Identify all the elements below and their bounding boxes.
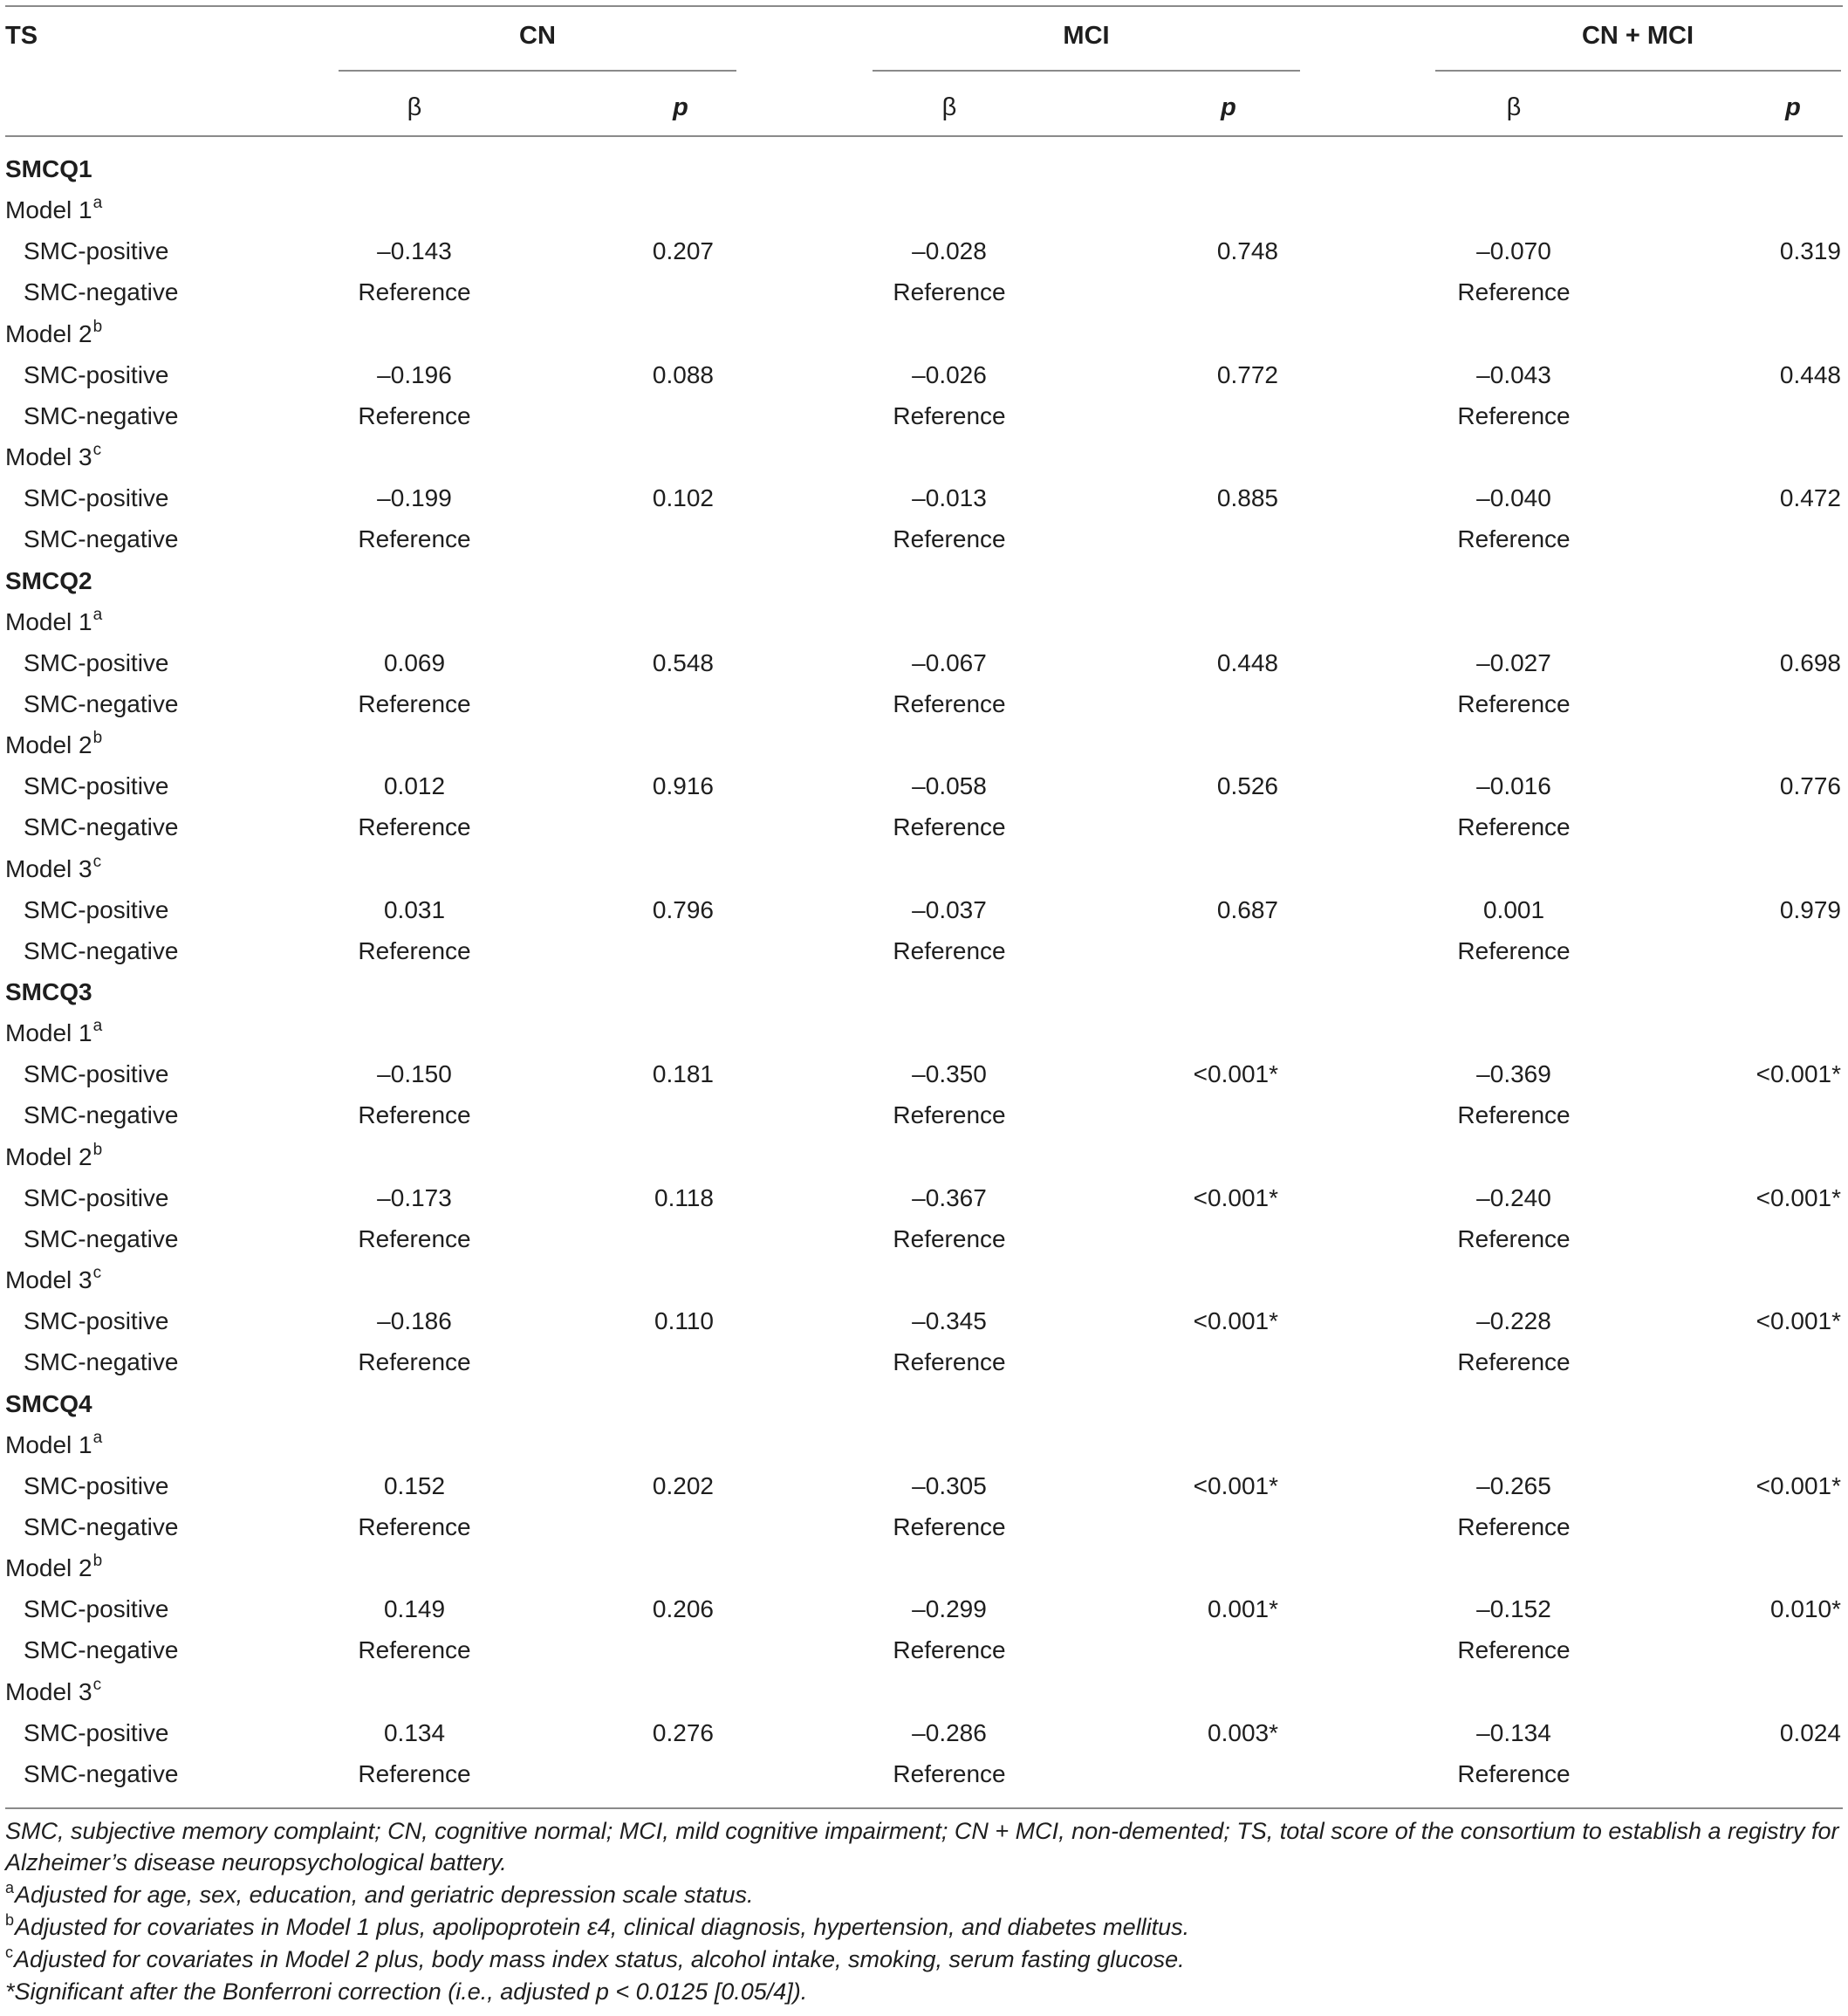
- footnote: [5, 1911, 1843, 1943]
- table-row: [0, 1053, 1848, 1094]
- row-label: SMC-negative: [24, 813, 179, 841]
- cn-mci-p-cell: <0.001*: [1756, 1307, 1841, 1335]
- cn-beta-cell: Reference: [358, 1636, 471, 1664]
- mci-beta-header: β: [941, 93, 957, 121]
- footnote-mark: b: [5, 1911, 15, 1929]
- mci-beta-cell: –0.013: [912, 484, 987, 512]
- mci-beta-cell: Reference: [893, 1224, 1006, 1252]
- cn-mci-beta-cell: –0.040: [1476, 484, 1551, 512]
- model-footnote-mark: b: [92, 1552, 103, 1571]
- row-label: SMC-positive: [24, 1718, 169, 1746]
- cn-beta-cell: –0.173: [377, 1183, 452, 1211]
- cn-p-cell: 0.206: [652, 1595, 714, 1623]
- model-label: [5, 436, 101, 477]
- table-row: [0, 518, 1848, 559]
- row-label: SMC-positive: [24, 772, 169, 800]
- footnote-text: *Significant after the Bonferroni correction (i.e., adjusted p < 0.0125 [0.05/4]).: [5, 1978, 808, 2005]
- header-bottom-rule: [5, 135, 1843, 137]
- mci-beta-cell: Reference: [893, 1101, 1006, 1129]
- cn-mci-beta-cell: –0.016: [1476, 772, 1551, 800]
- model-label: [5, 1671, 101, 1712]
- cn-mci-beta-cell: Reference: [1457, 1224, 1571, 1252]
- cn-mci-beta-cell: Reference: [1457, 936, 1571, 964]
- row-label: SMC-negative: [24, 1101, 179, 1129]
- mci-beta-cell: Reference: [893, 401, 1006, 429]
- cn-beta-cell: Reference: [358, 689, 471, 717]
- cn-beta-cell: 0.149: [383, 1595, 446, 1623]
- table-row: [0, 1218, 1848, 1259]
- model-label-text: Model 3: [5, 443, 92, 471]
- model-label: [5, 848, 101, 889]
- mci-beta-cell: –0.345: [912, 1307, 987, 1335]
- section-title: SMCQ2: [5, 566, 92, 594]
- cn-beta-cell: 0.012: [383, 772, 446, 800]
- cn-mci-beta-cell: –0.228: [1476, 1307, 1551, 1335]
- mci-p-header: p: [1221, 93, 1236, 121]
- model-row: [0, 1136, 1848, 1177]
- mci-beta-cell: –0.305: [912, 1471, 987, 1499]
- cn-mci-beta-header: β: [1506, 93, 1522, 121]
- table-row: [0, 1465, 1848, 1506]
- model-footnote-mark: c: [92, 852, 102, 871]
- cn-mci-p-cell: 0.448: [1779, 360, 1841, 388]
- row-label: SMC-negative: [24, 1348, 179, 1376]
- mci-p-cell: 0.003*: [1208, 1718, 1278, 1746]
- mci-beta-cell: –0.067: [912, 648, 987, 676]
- row-label: SMC-negative: [24, 689, 179, 717]
- model-row: [0, 1671, 1848, 1712]
- cn-beta-cell: Reference: [358, 401, 471, 429]
- model-label: [5, 1547, 102, 1588]
- section-title: SMCQ3: [5, 978, 92, 1005]
- cn-mci-beta-cell: –0.134: [1476, 1718, 1551, 1746]
- cn-p-cell: 0.110: [654, 1307, 714, 1335]
- mci-p-cell: <0.001*: [1193, 1471, 1278, 1499]
- model-row: [0, 436, 1848, 477]
- table-row: [0, 230, 1848, 271]
- cn-p-cell: 0.796: [652, 895, 714, 923]
- cn-beta-cell: Reference: [358, 525, 471, 553]
- mci-p-cell: 0.687: [1216, 895, 1278, 923]
- cn-beta-cell: 0.031: [383, 895, 446, 923]
- table-row: [0, 477, 1848, 518]
- cn-mci-beta-cell: Reference: [1457, 525, 1571, 553]
- model-label: [5, 313, 102, 354]
- mci-p-cell: 0.526: [1216, 772, 1278, 800]
- row-label: SMC-positive: [24, 895, 169, 923]
- cn-mci-beta-cell: Reference: [1457, 1636, 1571, 1664]
- footnote-text: Adjusted for age, sex, education, and geriatric depression scale status.: [15, 1882, 754, 1908]
- cn-beta-cell: Reference: [358, 1759, 471, 1787]
- row-label: SMC-positive: [24, 1060, 169, 1088]
- row-label: SMC-negative: [24, 936, 179, 964]
- table-row: [0, 1094, 1848, 1135]
- mci-p-cell: 0.748: [1216, 237, 1278, 265]
- mci-beta-cell: Reference: [893, 1348, 1006, 1376]
- mci-p-cell: 0.885: [1216, 484, 1278, 512]
- cn-beta-cell: Reference: [358, 278, 471, 306]
- cn-mci-p-cell: 0.698: [1779, 648, 1841, 676]
- cn-beta-cell: –0.196: [377, 360, 452, 388]
- cn-mci-p-cell: 0.979: [1779, 895, 1841, 923]
- model-label-text: Model 1: [5, 1430, 92, 1458]
- cn-beta-cell: Reference: [358, 1101, 471, 1129]
- cn-p-cell: 0.548: [652, 648, 714, 676]
- cn-p-cell: 0.202: [652, 1471, 714, 1499]
- model-footnote-mark: c: [92, 1675, 102, 1694]
- section-title: SMCQ1: [5, 155, 92, 182]
- mci-beta-cell: –0.058: [912, 772, 987, 800]
- footnote-text: Adjusted for covariates in Model 1 plus, apolipoprotein ε4, clinical diagnosis, hypertension, and diabetes mellitus.: [15, 1914, 1190, 1940]
- table-row: [0, 1753, 1848, 1794]
- cn-mci-p-header: p: [1785, 93, 1801, 121]
- table-row: [0, 1629, 1848, 1670]
- cn-mci-p-cell: <0.001*: [1756, 1060, 1841, 1088]
- cn-mci-beta-cell: –0.240: [1476, 1183, 1551, 1211]
- mci-p-cell: <0.001*: [1193, 1183, 1278, 1211]
- cn-beta-cell: –0.186: [377, 1307, 452, 1335]
- table-row: [0, 1177, 1848, 1218]
- cn-mci-p-cell: <0.001*: [1756, 1471, 1841, 1499]
- model-row: [0, 1424, 1848, 1465]
- mci-p-cell: 0.772: [1216, 360, 1278, 388]
- footnote: [5, 1879, 1843, 1910]
- model-label-text: Model 3: [5, 1677, 92, 1705]
- model-label-text: Model 1: [5, 196, 92, 224]
- model-footnote-mark: a: [92, 1428, 103, 1447]
- table-row: [0, 889, 1848, 930]
- section-row: [0, 971, 1848, 1012]
- cn-mci-p-cell: 0.776: [1779, 772, 1841, 800]
- row-label: SMC-negative: [24, 1512, 179, 1540]
- mci-beta-cell: –0.026: [912, 360, 987, 388]
- table-row: [0, 1588, 1848, 1629]
- cn-beta-cell: Reference: [358, 936, 471, 964]
- cn-mci-p-cell: 0.472: [1779, 484, 1841, 512]
- cn-mci-beta-cell: Reference: [1457, 278, 1571, 306]
- footnote: [5, 1976, 1843, 2007]
- model-label-text: Model 1: [5, 1019, 92, 1047]
- cn-mci-beta-cell: Reference: [1457, 1759, 1571, 1787]
- cn-mci-beta-cell: –0.152: [1476, 1595, 1551, 1623]
- model-label: [5, 724, 102, 765]
- mci-p-cell: 0.001*: [1208, 1595, 1278, 1623]
- model-label: [5, 189, 102, 230]
- mci-beta-cell: Reference: [893, 1759, 1006, 1787]
- model-label-text: Model 2: [5, 1142, 92, 1170]
- table-row: [0, 683, 1848, 724]
- footnote-text: SMC, subjective memory complaint; CN, cognitive normal; MCI, mild cognitive impairment; CN + MCI, non-demented; TS, total score of the consortium to establish a registry for Alzheimer’s disease neuropsychological battery.: [5, 1818, 1839, 1875]
- model-label: [5, 1012, 102, 1053]
- model-row: [0, 1012, 1848, 1053]
- table-row: [0, 1712, 1848, 1753]
- mci-beta-cell: Reference: [893, 689, 1006, 717]
- row-label: SMC-positive: [24, 648, 169, 676]
- row-label: SMC-positive: [24, 1471, 169, 1499]
- model-row: [0, 848, 1848, 889]
- footnote-text: Adjusted for covariates in Model 2 plus, body mass index status, alcohol intake, smoking, serum fasting glucose.: [14, 1946, 1185, 1972]
- mci-beta-cell: –0.028: [912, 237, 987, 265]
- cn-mci-p-cell: 0.024: [1779, 1718, 1841, 1746]
- table-top-rule: [5, 5, 1843, 7]
- footnote-mark: c: [5, 1944, 13, 1961]
- mci-beta-cell: Reference: [893, 1512, 1006, 1540]
- cn-beta-header: β: [407, 93, 422, 121]
- table-row: [0, 1341, 1848, 1382]
- row-label: SMC-negative: [24, 401, 179, 429]
- model-label-text: Model 2: [5, 319, 92, 347]
- cn-beta-cell: 0.069: [383, 648, 446, 676]
- cn-mci-beta-cell: –0.043: [1476, 360, 1551, 388]
- cn-beta-cell: –0.199: [377, 484, 452, 512]
- cn-p-cell: 0.102: [652, 484, 714, 512]
- cn-group-header: CN: [519, 22, 556, 50]
- row-label: SMC-positive: [24, 1595, 169, 1623]
- mci-p-cell: <0.001*: [1193, 1307, 1278, 1335]
- cn-p-cell: 0.916: [652, 772, 714, 800]
- cn-mci-beta-cell: Reference: [1457, 1348, 1571, 1376]
- mci-p-cell: 0.448: [1216, 648, 1278, 676]
- cn-mci-beta-cell: –0.070: [1476, 237, 1551, 265]
- cn-mci-p-cell: 0.010*: [1770, 1595, 1841, 1623]
- model-footnote-mark: b: [92, 729, 103, 748]
- cn-p-cell: 0.181: [652, 1060, 714, 1088]
- model-footnote-mark: c: [92, 441, 102, 460]
- footnote-mark: a: [5, 1879, 15, 1896]
- cn-beta-cell: –0.143: [377, 237, 452, 265]
- mci-beta-cell: –0.286: [912, 1718, 987, 1746]
- mci-beta-cell: Reference: [893, 936, 1006, 964]
- table-row: [0, 642, 1848, 683]
- cn-p-header: p: [673, 93, 688, 121]
- cn-mci-beta-cell: –0.369: [1476, 1060, 1551, 1088]
- cn-p-cell: 0.088: [652, 360, 714, 388]
- cn-mci-p-cell: <0.001*: [1756, 1183, 1841, 1211]
- row-label: SMC-negative: [24, 525, 179, 553]
- table-row: [0, 271, 1848, 312]
- model-footnote-mark: a: [92, 194, 103, 213]
- mci-beta-cell: Reference: [893, 813, 1006, 841]
- table-bottom-rule: [5, 1807, 1843, 1809]
- cn-mci-beta-cell: Reference: [1457, 1512, 1571, 1540]
- cn-mci-beta-cell: Reference: [1457, 1101, 1571, 1129]
- mci-group-rule: [873, 70, 1300, 72]
- cn-mci-beta-cell: –0.265: [1476, 1471, 1551, 1499]
- mci-beta-cell: –0.037: [912, 895, 987, 923]
- model-label-text: Model 1: [5, 607, 92, 635]
- cn-mci-beta-cell: 0.001: [1482, 895, 1545, 923]
- model-label-text: Model 2: [5, 1554, 92, 1582]
- cn-p-cell: 0.276: [652, 1718, 714, 1746]
- section-title: SMCQ4: [5, 1389, 92, 1417]
- row-label: SMC-negative: [24, 1759, 179, 1787]
- mci-p-cell: <0.001*: [1193, 1060, 1278, 1088]
- model-row: [0, 189, 1848, 230]
- model-label-text: Model 2: [5, 731, 92, 759]
- cn-beta-cell: 0.152: [383, 1471, 446, 1499]
- model-label: [5, 1259, 101, 1300]
- row-label: SMC-negative: [24, 1636, 179, 1664]
- model-row: [0, 1547, 1848, 1588]
- mci-beta-cell: –0.350: [912, 1060, 987, 1088]
- cn-mci-beta-cell: Reference: [1457, 813, 1571, 841]
- model-footnote-mark: a: [92, 605, 103, 624]
- row-label: SMC-positive: [24, 360, 169, 388]
- cn-p-cell: 0.118: [654, 1183, 714, 1211]
- cn-beta-cell: –0.150: [377, 1060, 452, 1088]
- section-row: [0, 1383, 1848, 1424]
- table-row: [0, 765, 1848, 806]
- model-label: [5, 1136, 102, 1177]
- cn-group-rule: [339, 70, 736, 72]
- cn-beta-cell: Reference: [358, 1512, 471, 1540]
- table-row: [0, 395, 1848, 436]
- model-footnote-mark: c: [92, 1264, 102, 1283]
- table-row: [0, 1506, 1848, 1547]
- mci-beta-cell: –0.299: [912, 1595, 987, 1623]
- section-row: [0, 560, 1848, 601]
- section-row: [0, 148, 1848, 189]
- model-row: [0, 724, 1848, 765]
- cn-mci-group-rule: [1435, 70, 1841, 72]
- cn-beta-cell: Reference: [358, 1348, 471, 1376]
- cn-mci-p-cell: 0.319: [1779, 237, 1841, 265]
- model-row: [0, 313, 1848, 354]
- cn-mci-beta-cell: Reference: [1457, 689, 1571, 717]
- model-row: [0, 1259, 1848, 1300]
- footnote: [5, 1815, 1843, 1878]
- cn-p-cell: 0.207: [652, 237, 714, 265]
- model-row: [0, 601, 1848, 642]
- row-label: SMC-negative: [24, 1224, 179, 1252]
- table-row: [0, 806, 1848, 847]
- table-row: [0, 930, 1848, 971]
- mci-beta-cell: Reference: [893, 278, 1006, 306]
- cn-mci-beta-cell: –0.027: [1476, 648, 1551, 676]
- model-label: [5, 601, 102, 642]
- row-label: SMC-positive: [24, 484, 169, 512]
- cn-beta-cell: 0.134: [383, 1718, 446, 1746]
- cn-mci-beta-cell: Reference: [1457, 401, 1571, 429]
- model-label: [5, 1424, 102, 1465]
- model-label-text: Model 3: [5, 854, 92, 882]
- ts-header: TS: [5, 22, 38, 50]
- row-label: SMC-positive: [24, 237, 169, 265]
- cn-beta-cell: Reference: [358, 813, 471, 841]
- mci-beta-cell: –0.367: [912, 1183, 987, 1211]
- mci-group-header: MCI: [1063, 22, 1110, 50]
- row-label: SMC-negative: [24, 278, 179, 306]
- model-footnote-mark: b: [92, 317, 103, 336]
- model-footnote-mark: b: [92, 1140, 103, 1159]
- cn-mci-group-header: CN + MCI: [1581, 22, 1694, 50]
- model-footnote-mark: a: [92, 1017, 103, 1036]
- model-label-text: Model 3: [5, 1266, 92, 1294]
- cn-beta-cell: Reference: [358, 1224, 471, 1252]
- row-label: SMC-positive: [24, 1183, 169, 1211]
- table-row: [0, 354, 1848, 395]
- mci-beta-cell: Reference: [893, 1636, 1006, 1664]
- row-label: SMC-positive: [24, 1307, 169, 1335]
- footnote: [5, 1944, 1843, 1975]
- table-row: [0, 1300, 1848, 1341]
- mci-beta-cell: Reference: [893, 525, 1006, 553]
